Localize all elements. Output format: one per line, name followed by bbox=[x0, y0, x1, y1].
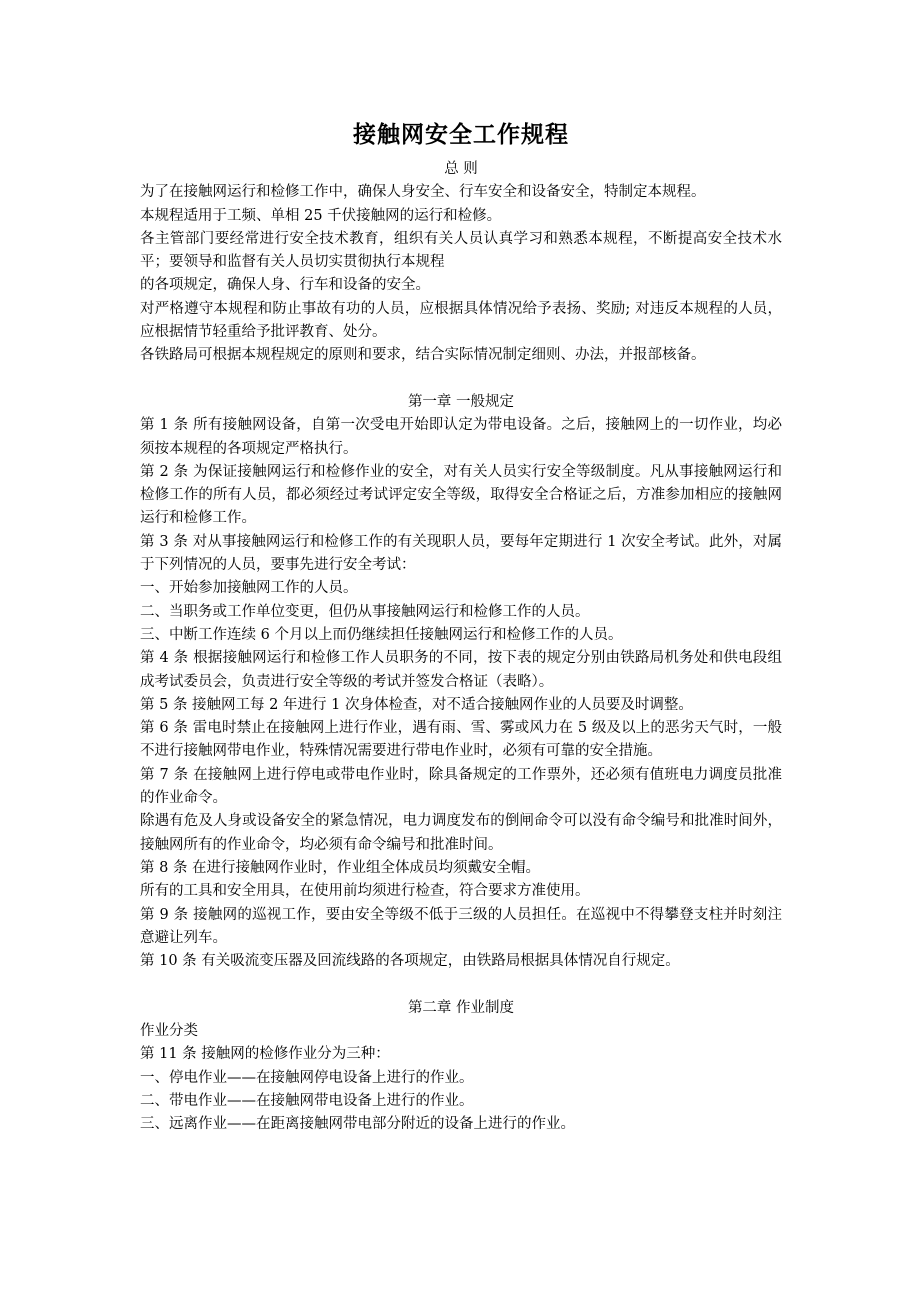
article-paragraph: 第 2 条 为保证接触网运行和检修作业的安全，对有关人员实行安全等级制度。凡从事接触网运行和检修工作的所有人员，都必须经过考试评定安全等级，取得安全合格证之后，方准参加相应的接触网运行和检修工作。 bbox=[140, 463, 782, 527]
general-paragraph: 各主管部门要经常进行安全技术教育，组织有关人员认真学习和熟悉本规程，不断提高安全技术水平；要领导和监督有关人员切实贯彻执行本规程 bbox=[140, 230, 782, 271]
general-paragraph: 各铁路局可根据本规程规定的原则和要求，结合实际情况制定细则、办法，并报部核备。 bbox=[140, 347, 706, 364]
article-paragraph: 第 4 条 根据接触网运行和检修工作人员职务的不同，按下表的规定分别由铁路局机务处和供电段组成考试委员会，负责进行安全等级的考试并签发合格证（表略）。 bbox=[140, 650, 782, 690]
document-page bbox=[140, 118, 782, 1136]
general-paragraph: 本规程适用于工频、单相 25 千伏接触网的运行和检修。 bbox=[140, 207, 502, 224]
general-paragraph: 对严格遵守本规程和防止事故有功的人员，应根据具体情况给予表扬、奖励; 对违反本规程的人员，应根据情节轻重给予批评教育、处分。 bbox=[140, 300, 782, 341]
article-paragraph: 第 5 条 接触网工每 2 年进行 1 次身体检查，对不适合接触网作业的人员要及时调整。 bbox=[140, 696, 693, 713]
general-heading: 总 则 bbox=[444, 161, 478, 177]
section-heading: 作业分类 bbox=[140, 1022, 198, 1039]
article-paragraph: 第 10 条 有关吸流变压器及回流线路的各项规定，由铁路局根据具体情况自行规定。 bbox=[140, 953, 680, 970]
general-paragraph: 的各项规定，确保人身、行车和设备的安全。 bbox=[140, 277, 430, 294]
article-paragraph: 第 7 条 在接触网上进行停电或带电作业时，除具备规定的工作票外，还必须有值班电力调度员批准的作业命令。 bbox=[140, 766, 782, 807]
article-paragraph: 第 3 条 对从事接触网运行和检修工作的有关现职人员，要每年定期进行 1 次安全考试。此外，对属于下列情况的人员，要事先进行安全考试： bbox=[140, 533, 782, 574]
article-paragraph: 三、远离作业——在距离接触网带电部分附近的设备上进行的作业。 bbox=[140, 1116, 575, 1133]
document-title: 接触网安全工作规程 bbox=[353, 121, 569, 148]
article-paragraph: 第 6 条 雷电时禁止在接触网上进行作业，遇有雨、雪、雾或风力在 5 级及以上的恶劣天气时，一般不进行接触网带电作业，特殊情况需要进行带电作业时，必须有可靠的安全措施。 bbox=[140, 720, 782, 760]
article-paragraph: 所有的工具和安全用具，在使用前均须进行检查，符合要求方准使用。 bbox=[140, 883, 590, 900]
article-paragraph: 一、停电作业——在接触网停电设备上进行的作业。 bbox=[140, 1069, 474, 1086]
chapter2-heading: 第二章 作业制度 bbox=[407, 999, 515, 1016]
article-paragraph: 第 8 条 在进行接触网作业时，作业组全体成员均须戴安全帽。 bbox=[140, 859, 541, 876]
article-paragraph: 第 9 条 接触网的巡视工作，要由安全等级不低于三级的人员担任。在巡视中不得攀登支柱并时刻注意避让列车。 bbox=[140, 906, 782, 946]
article-paragraph: 第 1 条 所有接触网设备，自第一次受电开始即认定为带电设备。之后，接触网上的一切作业，均必须按本规程的各项规定严格执行。 bbox=[140, 417, 782, 457]
article-paragraph: 第 11 条 接触网的检修作业分为三种： bbox=[140, 1046, 390, 1063]
article-paragraph: 三、中断工作连续 6 个月以上而仍继续担任接触网运行和检修工作的人员。 bbox=[140, 626, 623, 643]
article-paragraph: 二、带电作业——在接触网带电设备上进行的作业。 bbox=[140, 1092, 474, 1109]
article-paragraph: 二、当职务或工作单位变更，但仍从事接触网运行和检修工作的人员。 bbox=[140, 603, 590, 620]
article-paragraph: 一、开始参加接触网工作的人员。 bbox=[140, 580, 358, 597]
chapter1-heading: 第一章 一般规定 bbox=[407, 393, 515, 410]
article-paragraph: 除遇有危及人身或设备安全的紧急情况，电力调度发布的倒闸命令可以没有命令编号和批准时间外，接触网所有的作业命令，均必须有命令编号和批准时间。 bbox=[140, 813, 782, 853]
general-paragraph: 为了在接触网运行和检修工作中，确保人身安全、行车安全和设备安全，特制定本规程。 bbox=[140, 184, 706, 201]
